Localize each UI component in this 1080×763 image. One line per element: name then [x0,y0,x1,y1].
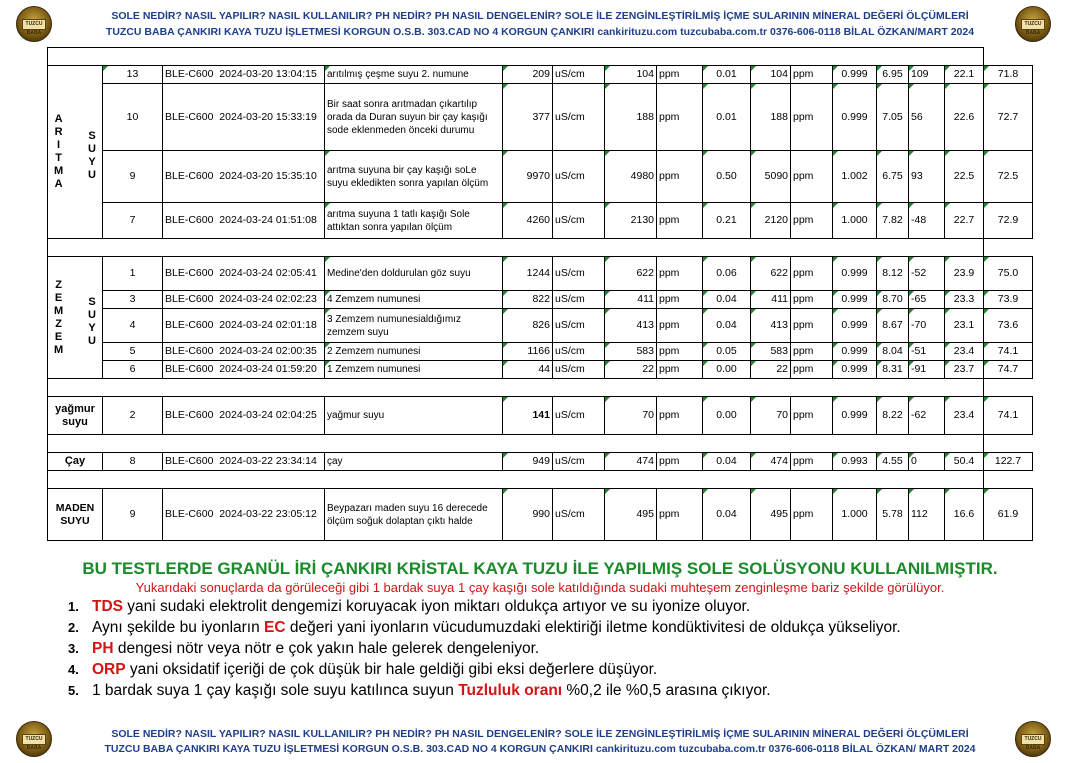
table-row: Çay 8 BLE-C600 2024-03-22 23:34:14 çay 949 uS/cm 474 ppm 0.04 474 ppm 0.993 4.55 0 50.4 122.7 [48,453,1033,471]
note-item: 2. Aynı şekilde bu iyonların EC değeri yani iyonların vücudumuzdaki elektiriği iletme kondüktivitesi de oldukça yükseliyor. [68,619,901,636]
tuzcu-baba-logo-right: TUZCU BABA [1015,6,1051,42]
table-row: 5 BLE-C600 2024-03-24 02:00:35 2 Zemzem numunesi 1166 uS/cm 583 ppm 0.05 583 ppm 0.999 8.04 -51 23.4 74.1 [48,343,1033,361]
table-row: A R I T M A S U Y U 13 BLE-C600 2024-03-20 13:04:15 arıtılmış çeşme suyu 2. numune 209 uS/cm 104 ppm 0.01 104 ppm 0.999 6.95 109 22.1 71.8 [48,66,1033,84]
page-footer-header [0,718,1080,763]
header-line-2: TUZCU BABA ÇANKIRI KAYA TUZU İŞLETMESİ KORGUN O.S.B. 303.CAD NO 4 KORGUN ÇANKIRI cankirituzu.com tuzcubaba.com.tr 0376-606-0118 BİLAL ÖZKAN/MART 2024 [105,26,975,38]
note-item: 5. 1 bardak suya 1 çay kaşığı sole suyu katılınca suyun Tuzluluk oranı %0,2 ile %0,5 arasına çıkıyor. [68,682,771,699]
header-line-1: SOLE NEDİR? NASIL YAPILIR? NASIL KULLANILIR? PH NEDİR? PH NASIL DENGELENİR? SOLE İLE ZENGİNLEŞTİRİLMİŞ İÇME SULARININ MİNERAL DEĞERİ ÖLÇÜMLERİ [111,10,969,22]
table-row: MADEN SUYU 9 BLE-C600 2024-03-22 23:05:12 Beypazarı maden suyu 16 derecede ölçüm soğuk dolaptan çıktı halde 990 uS/cm 495 ppm 0.04 495 ppm 1.000 5.78 112 16.6 61.9 [48,489,1033,541]
group-maden-suyu: MADEN SUYU [48,489,103,541]
group-zemzem-suyu: Z E M Z E M S U Y U [48,257,103,379]
footer-subtitle: Yukarıdaki sonuçlarda da görüleceği gibi 1 bardak suya 1 çay kaşığı sole katıldığında sudaki muhteşem zenginleşme bariz şekilde görülüyor. [135,580,945,595]
note-item: 1. TDS yani sudaki elektrolit dengemizi koruyacak iyon miktarı oldukça artıyor ve su iyonize oluyor. [68,598,751,615]
footer-title: BU TESTLERDE GRANÜL İRİ ÇANKIRI KRİSTAL KAYA TUZU İLE YAPILMIŞ SOLE SOLÜSYONU KULLANILMIŞTIR. [82,559,998,578]
table-row: 10 BLE-C600 2024-03-20 15:33:19 Bir saat sonra arıtmadan çıkartılıp orada da Duran suyun bir çay kaşığı sode eklenmeden önceki durumu 377 uS/cm 188 ppm 0.01 188 ppm 0.999 7.05 56 22.6 72.7 [48,84,1033,151]
footer-header-line-2: TUZCU BABA ÇANKIRI KAYA TUZU İŞLETMESİ KORGUN O.S.B. 303.CAD NO 4 KORGUN ÇANKIRI cankirituzu.com tuzcubaba.com.tr 0376-606-0118 BİLAL ÖZKAN/ MART 2024 [104,743,976,755]
table-row: yağmur suyu 2 BLE-C600 2024-03-24 02:04:25 yağmur suyu 141 uS/cm 70 ppm 0.00 70 ppm 0.999 8.22 -62 23.4 74.1 [48,397,1033,435]
table-row-blank [48,471,1033,489]
note-item: 4. ORP yani oksidatif içeriği de çok düşük bir hale geldiği gibi eksi değerlere düşüyor. [68,661,658,678]
tuzcu-baba-logo-left-bottom: TUZCU BABA [16,721,52,757]
table-row: Z E M Z E M S U Y U 1 BLE-C600 2024-03-24 02:05:41 Medine'den doldurulan göz suyu 1244 uS/cm 622 ppm 0.06 622 ppm 0.999 8.12 -52 23.9 75.0 [48,257,1033,291]
table-row: 9 BLE-C600 2024-03-20 15:35:10 arıtma suyuna bir çay kaşığı soLe suyu ekledikten sonra yapılan ölçüm 9970 uS/cm 4980 ppm 0.50 5090 ppm 1.002 6.75 93 22.5 72.5 [48,151,1033,203]
table-row-blank [48,435,1033,453]
tuzcu-baba-logo-left: TUZCU BABA [16,6,52,42]
table-row: 7 BLE-C600 2024-03-24 01:51:08 arıtma suyuna 1 tatlı kaşığı Sole attıktan sonra yapılan ölçüm 4260 uS/cm 2130 ppm 0.21 2120 ppm 1.000 7.82 -48 22.7 72.9 [48,203,1033,239]
footer-header-line-1: SOLE NEDİR? NASIL YAPILIR? NASIL KULLANILIR? PH NEDİR? PH NASIL DENGELENİR? SOLE İLE ZENGİNLEŞTİRİLMİŞ İÇME SULARININ MİNERAL DEĞERİ ÖLÇÜMLERİ [111,728,969,740]
group-aritma-suyu: A R I T M A S U Y U [48,66,103,239]
table-row: 3 BLE-C600 2024-03-24 02:02:23 4 Zemzem numunesi 822 uS/cm 411 ppm 0.04 411 ppm 0.999 8.70 -65 23.3 73.9 [48,291,1033,309]
table-row-blank [48,379,1033,397]
table-row-blank [48,239,1033,257]
note-item: 3. PH dengesi nötr veya nötr e çok yakın hale gelerek dengeleniyor. [68,640,540,657]
tuzcu-baba-logo-right-bottom: TUZCU BABA [1015,721,1051,757]
page-header [0,0,1080,50]
table-row: 6 BLE-C600 2024-03-24 01:59:20 1 Zemzem numunesi 44 uS/cm 22 ppm 0.00 22 ppm 0.999 8.31 -91 23.7 74.7 [48,361,1033,379]
group-yagmur-suyu: yağmur suyu [48,397,103,435]
group-cay: Çay [48,453,103,471]
table-row-blank [48,48,1033,66]
measurement-table [47,47,1033,541]
table-row: 4 BLE-C600 2024-03-24 02:01:18 3 Zemzem numunesialdığımız zemzem suyu 826 uS/cm 413 ppm 0.04 413 ppm 0.999 8.67 -70 23.1 73.6 [48,309,1033,343]
